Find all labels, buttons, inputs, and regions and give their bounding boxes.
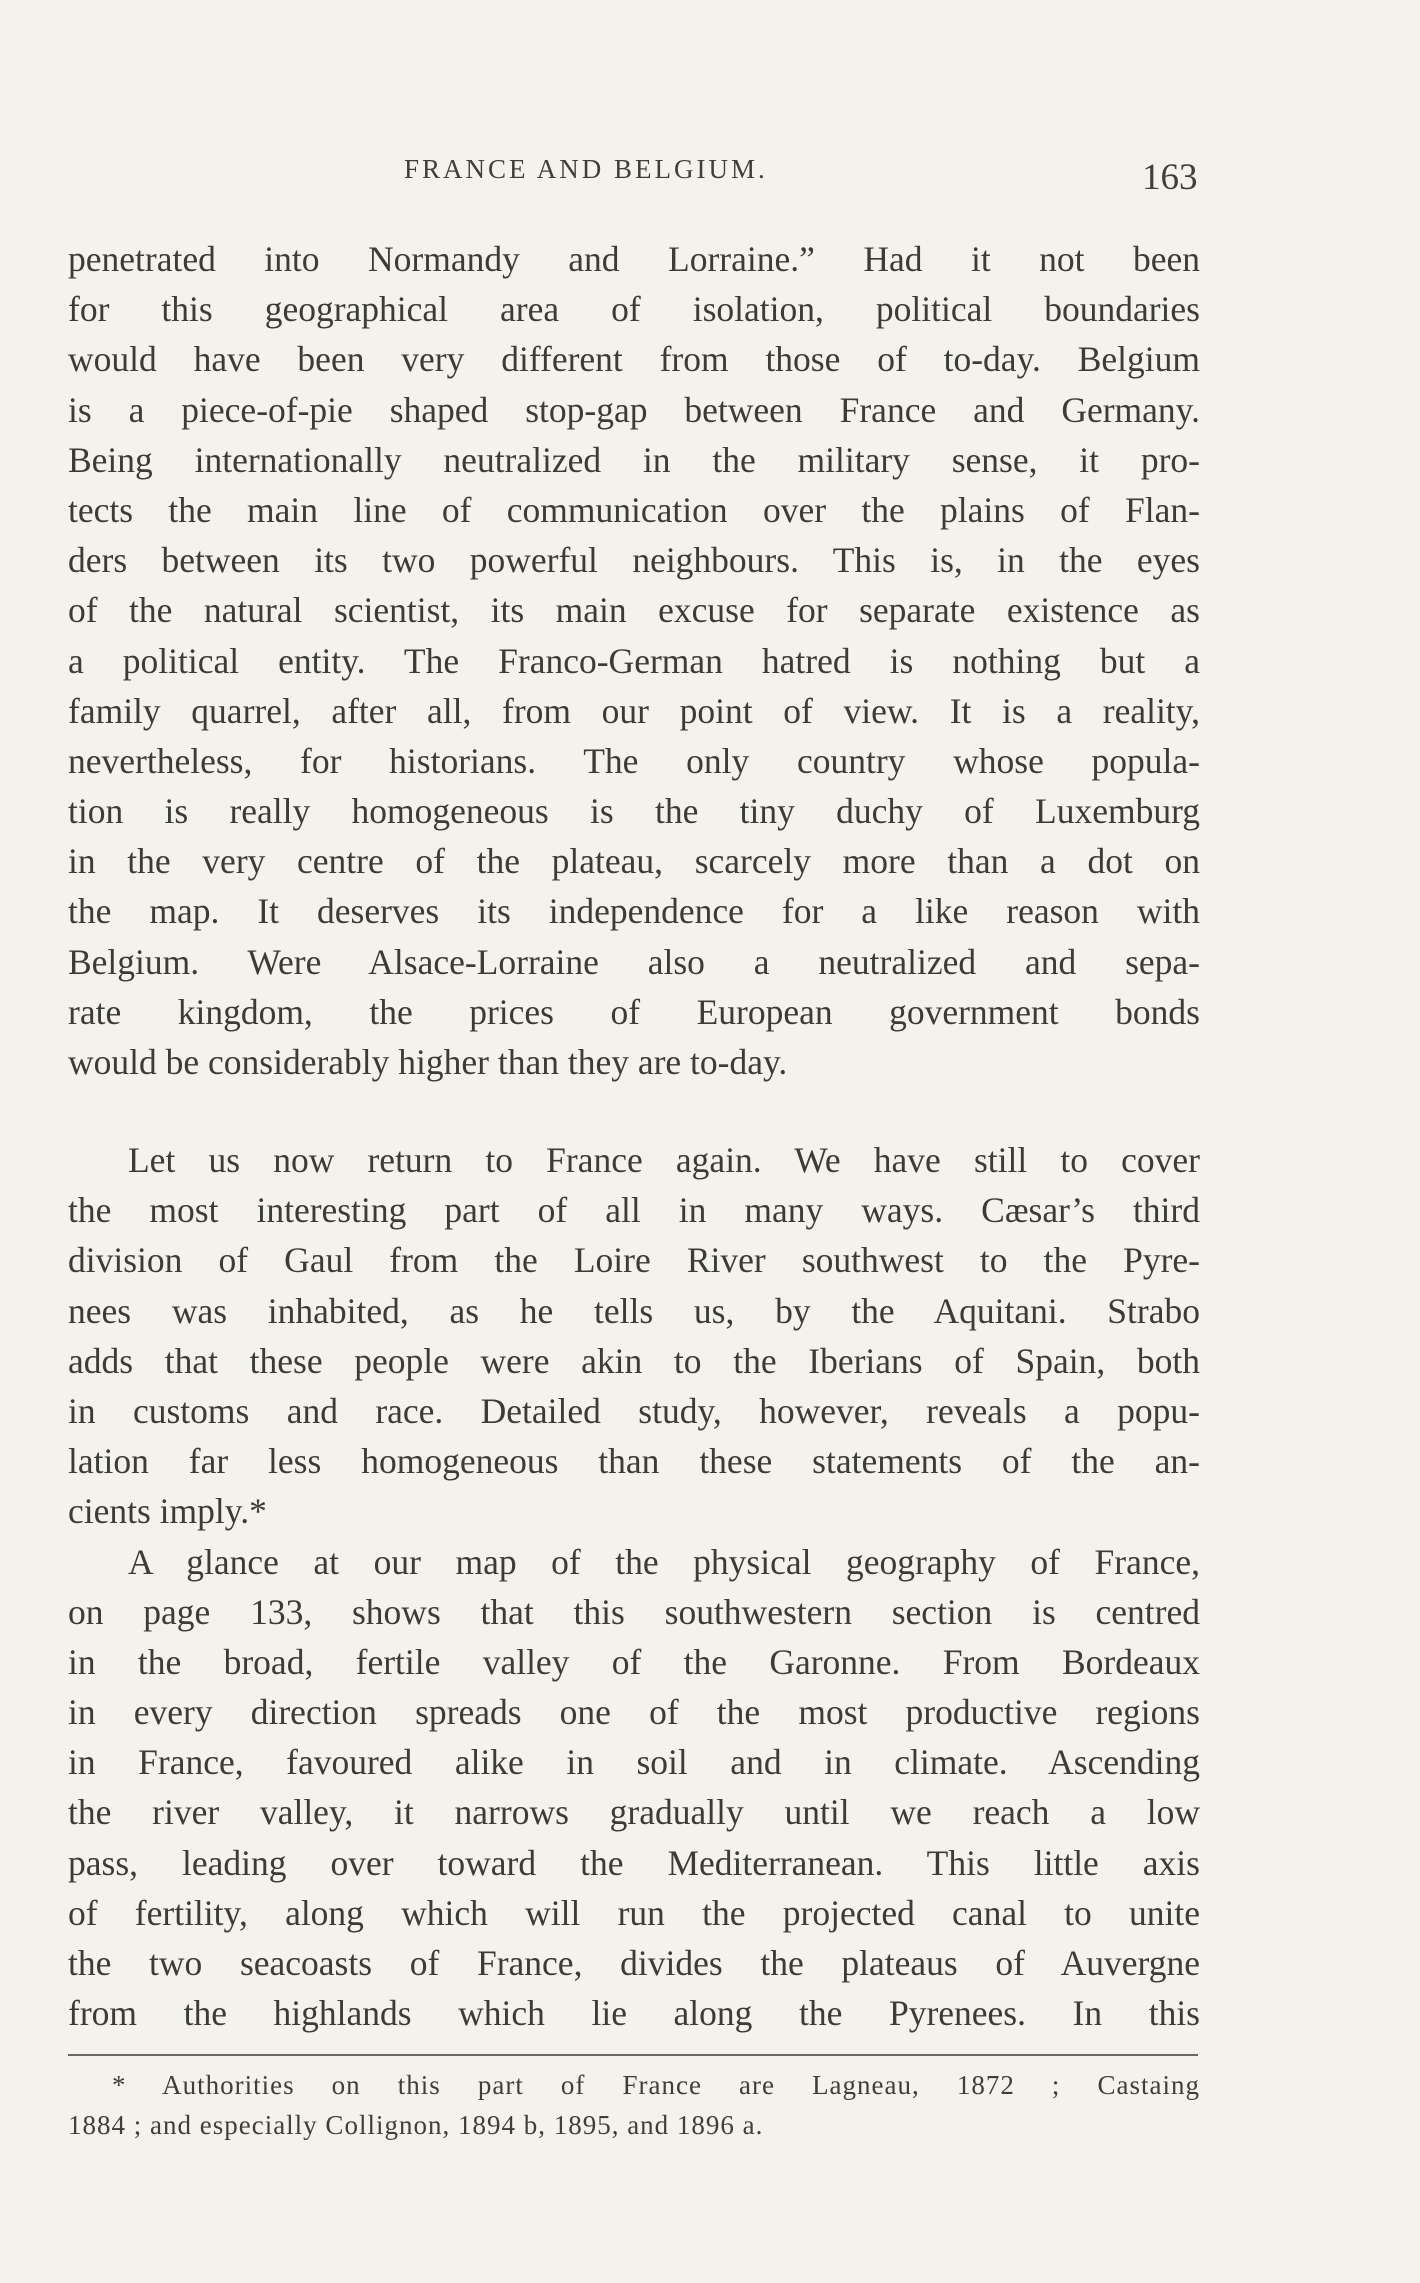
paragraphs-aquitaine (68, 1135, 1200, 2038)
footnote-line: * Authorities on this part of France are Lagneau, 1872 ; Castaing (112, 2070, 1200, 2100)
text-line: lation far less homogeneous than these statements of the an- (68, 1441, 1200, 1482)
footnote (68, 2065, 1200, 2145)
footnote-divider (68, 2054, 1198, 2056)
running-title: FRANCE AND BELGIUM. (404, 154, 768, 184)
running-head (0, 150, 1420, 198)
text-line: ders between its two powerful neighbours. This is, in the eyes (68, 540, 1200, 581)
text-line: the most interesting part of all in many ways. Cæsar’s third (68, 1190, 1200, 1231)
text-line: of fertility, along which will run the projected canal to unite (68, 1892, 1200, 1933)
text-line: tects the main line of communication over the plains of Flan- (68, 489, 1200, 530)
text-line: family quarrel, after all, from our point of view. It is a reality, (68, 690, 1200, 731)
text-line: penetrated into Normandy and Lorraine.” Had it not been (68, 239, 1200, 279)
text-line: division of Gaul from the Loire River southwest to the Pyre- (68, 1240, 1200, 1281)
text-line: Belgium. Were Alsace-Lorraine also a neutralized and sepa- (68, 941, 1200, 982)
text-line: the map. It deserves its independence for a like reason with (68, 891, 1200, 932)
text-line: in every direction spreads one of the most productive regions (68, 1692, 1200, 1733)
text-line: in the very centre of the plateau, scarcely more than a dot on (68, 841, 1200, 882)
text-line: rate kingdom, the prices of European government bonds (68, 991, 1200, 1032)
text-line: in customs and race. Detailed study, however, reveals a popu- (68, 1390, 1200, 1431)
text-line: Being internationally neutralized in the military sense, it pro- (68, 439, 1200, 480)
text-line: the two seacoasts of France, divides the plateaus of Auvergne (68, 1943, 1200, 1983)
text-line: is a piece-of-pie shaped stop-gap between France and Germany. (68, 389, 1200, 430)
text-line: adds that these people were akin to the Iberians of Spain, both (68, 1340, 1200, 1381)
text-line: in France, favoured alike in soil and in climate. Ascending (68, 1742, 1200, 1783)
text-line: the river valley, it narrows gradually until we reach a low (68, 1792, 1200, 1833)
text-line: cients imply.* (68, 1491, 267, 1532)
text-line: would have been very different from those of to-day. Belgium (68, 339, 1200, 380)
text-line: from the highlands which lie along the Pyrenees. In this (68, 1993, 1200, 2034)
text-line: tion is really homogeneous is the tiny duchy of Luxemburg (68, 791, 1200, 832)
text-line: A glance at our map of the physical geography of France, (128, 1541, 1200, 1582)
footnote-line: 1884 ; and especially Collignon, 1894 b, 1895, and 1896 a. (68, 2110, 764, 2140)
text-line: would be considerably higher than they are to-day. (68, 1042, 788, 1082)
text-line: Let us now return to France again. We have still to cover (128, 1140, 1200, 1180)
text-line: nevertheless, for historians. The only country whose popula- (68, 740, 1200, 781)
paragraph-continuation (68, 234, 1200, 1087)
text-line: in the broad, fertile valley of the Garonne. From Bordeaux (68, 1641, 1200, 1682)
text-line: for this geographical area of isolation, political boundaries (68, 289, 1200, 330)
page-number: 163 (1142, 157, 1198, 198)
text-line: of the natural scientist, its main excuse for separate existence as (68, 590, 1200, 631)
text-line: on page 133, shows that this southwestern section is centred (68, 1591, 1200, 1632)
text-line: nees was inhabited, as he tells us, by the Aquitani. Strabo (68, 1290, 1200, 1331)
text-line: a political entity. The Franco-German hatred is nothing but a (68, 640, 1200, 681)
text-line: pass, leading over toward the Mediterranean. This little axis (68, 1842, 1200, 1883)
